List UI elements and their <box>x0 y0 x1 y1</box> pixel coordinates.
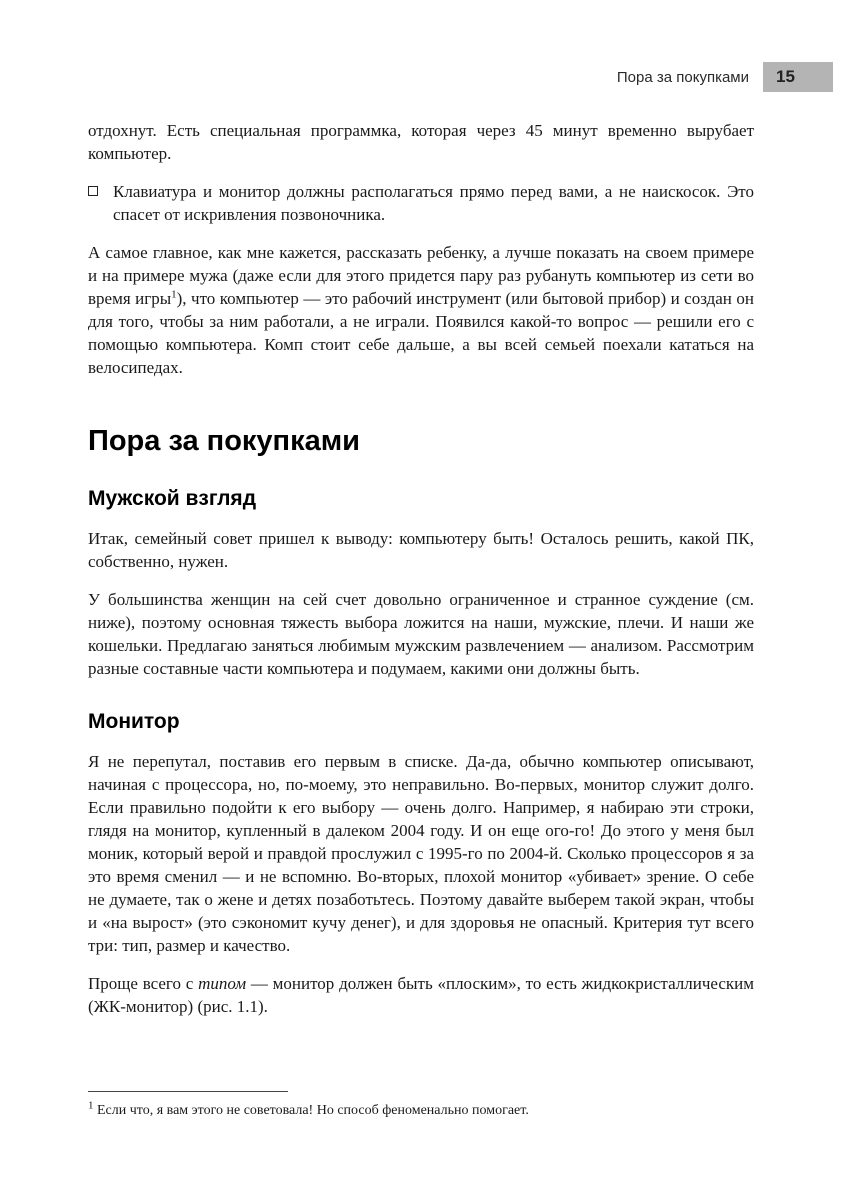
footnote-body: Если что, я вам этого не советовала! Но способ феноменально помогает. <box>93 1103 529 1118</box>
page-content <box>88 119 754 1033</box>
footnote-reference: 1 <box>171 288 177 301</box>
paragraph-monitor-type <box>88 972 754 1018</box>
paragraph-main-advice-start: А самое главное, как мне кажется, рассказать ребенку, а лучше показать на своем примере и на примере мужа (даже если для этого придется пару раз рубануть компьютер из сети во время игры <box>88 243 754 308</box>
chapter-heading: Пора за покупками <box>88 425 360 457</box>
paragraph-monitor-reasoning: Я не перепутал, поставив его первым в списке. Да-да, обычно компьютер описывают, начиная с процессора, но, по-моему, это неправильно. Во-первых, монитор служит долго. Если правильно подойти к его выбору — очень долго. Например, я набираю эти строки, глядя на монитор, купленный в далеком 2004 году. И он еще ого-го! До этого у меня был моник, который верой и правдой прослужил с 1995-го по 2004-й. Сколько процессоров я за это время сменил — и не вспомню. Во-вторых, плохой монитор «убивает» зрение. О себе не думаете, так о жене и детях позаботьтесь. Поэтому давайте выберем такой экран, чтобы и «на вырост» (это сэкономит кучу денег), и для здоровья не опасный. Критерия тут всего три: тип, размер и качество. <box>88 752 754 955</box>
list-item <box>88 180 754 226</box>
footnote-divider <box>88 1091 288 1092</box>
footnote <box>88 1091 754 1120</box>
paragraph-monitor-type-end: — монитор должен быть «плоским», то есть жидкокристаллическим (ЖК-монитор) (рис. 1.1). <box>88 974 755 1016</box>
section-heading-monitor: Монитор <box>88 710 180 733</box>
square-bullet-icon <box>88 186 98 196</box>
footnote-number: 1 <box>88 1099 94 1112</box>
section-heading-mens-view: Мужской взгляд <box>88 487 257 510</box>
paragraph-rest-program: отдохнут. Есть специальная программка, которая через 45 минут временно вырубает компьютер. <box>88 121 754 163</box>
paragraph-monitor-type-start: Проще всего с <box>88 974 199 993</box>
paragraph-women-opinion: У большинства женщин на сей счет довольно ограниченное и странное суждение (см. ниже), поэтому основная тяжесть выбора ложится на наши, мужские, плечи. И наши же кошельки. Предлагаю заняться любимым мужским развлечением — анализом. Рассмотрим разные составные части компьютера и подумаем, какими они должны быть. <box>88 590 754 678</box>
paragraph-main-advice-end: ), что компьютер — это рабочий инструмент (или бытовой прибор) и создан он для того, чтобы за ним работали, а не играли. Появился какой-то вопрос — решили его с помощью компьютера. Комп стоит себе дальше, а вы всей семьей поехали кататься на велосипедах. <box>88 289 754 377</box>
list-item-text: Клавиатура и монитор должны располагаться прямо перед вами, а не наискосок. Это спасет от искривления позвоночника. <box>113 182 754 224</box>
paragraph-monitor-type-italic: типом <box>198 974 247 993</box>
running-head-title: Пора за покупками <box>616 68 749 86</box>
footnote-text <box>88 1101 754 1120</box>
page-header <box>88 62 841 92</box>
page-number: 15 <box>776 67 795 86</box>
paragraph-family-council: Итак, семейный совет пришел к выводу: компьютеру быть! Осталось решить, какой ПК, собственно, нужен. <box>88 529 754 571</box>
paragraph-main-advice <box>88 241 754 379</box>
page-number-box <box>763 62 833 92</box>
